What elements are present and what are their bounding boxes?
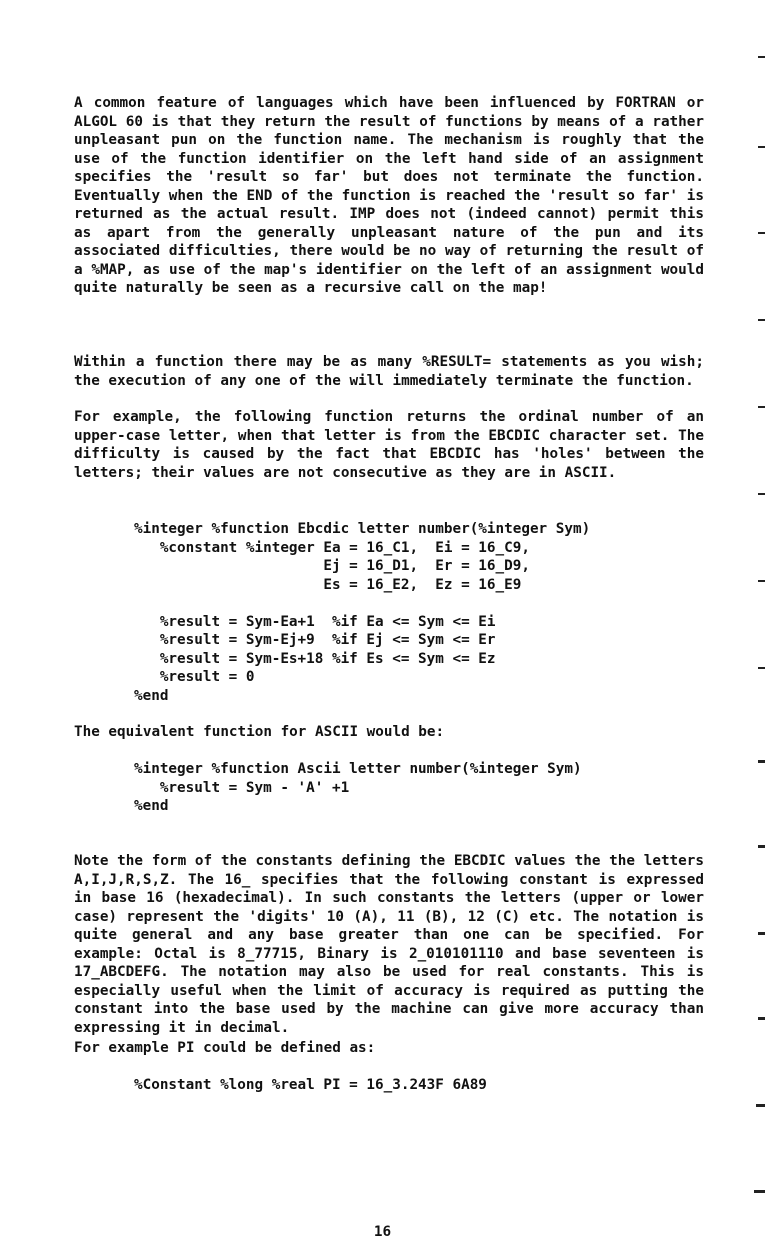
scan-edge-mark	[758, 845, 765, 848]
scan-edge-mark	[758, 667, 765, 669]
paragraph-ebcdic-example-intro: For example, the following function returns the ordinal number of an upper-case letter, when that letter is from the EBCDIC character set. The difficulty is caused by the fact that EBCDIC has 'holes' between the letters; their values are not consecutive as they are in ASCII.	[74, 409, 704, 481]
scan-edge-mark	[758, 760, 765, 763]
page-number: 16	[373, 1224, 392, 1240]
scan-edge-mark	[758, 232, 765, 234]
scan-edge-mark	[758, 1017, 765, 1020]
paragraph-function-results-pun: A common feature of languages which have been influenced by FORTRAN or ALGOL 60 is that they return the result of functions by means of a rather unpleasant pun on the function name. The mechanism is roughly that the use of the function identifier on the left hand side of an assignment specifies the 'result so far' but does not terminate the function. Eventually when the END of the function is reached the 'result so far' is returned as the actual result. IMP does not (indeed cannot) permit this as apart from the generally unpleasant nature of the pun and its associated difficulties, there would be no way of returning the result of a %MAP, as use of the map's identifier on the left of an assignment would quite naturally be seen as a recursive call on the map!	[74, 95, 704, 296]
scan-edge-mark	[756, 1104, 765, 1107]
code-ebcdic-letter-number: %integer %function Ebcdic letter number(%integer Sym) %constant %integer Ea = 16_C1, Ei = 16_C9, Ej = 16_D1, Er = 16_D9, Es = 16_E2, Ez = 16_E9 %result = Sym-Ea+1 %if Ea <= Sym <= Ei %result = Sym-Ej+9 %if Ej <= Sym <= Er %result = Sym-Es+18 %if Es <= Sym <= Ez %result = 0 %end	[134, 521, 591, 704]
paragraph-result-statements: Within a function there may be as many %RESULT= statements as you wish; the execution of any one of the will immediately terminate the function.	[74, 354, 704, 389]
scan-edge-mark	[758, 493, 765, 495]
scan-edge-mark	[758, 146, 765, 148]
scan-edge-mark	[758, 932, 765, 935]
paragraph-ascii-equivalent: The equivalent function for ASCII would be:	[74, 724, 445, 740]
paragraph-constant-notation: Note the form of the constants defining the EBCDIC values the the letters A,I,J,R,S,Z. The 16_ specifies that the following constant is expressed in base 16 (hexadecimal). In such constants the letters (upper or lower case) represent the 'digits' 10 (A), 11 (B), 12 (C) etc. The notation is quite general and any base greater than one can be specified. For example: Octal is 8_77715, Binary is 2_010101110 and base seventeen is 17_ABCDEFG. The notation may also be used for real constants. This is especially useful when the limit of accuracy is required as putting the constant into the base used by the machine can give more accuracy than expressing it in decimal.	[74, 853, 704, 1036]
scan-edge-mark	[754, 1190, 765, 1193]
scan-edge-mark	[758, 319, 765, 321]
code-ascii-letter-number: %integer %function Ascii letter number(%integer Sym) %result = Sym - 'A' +1 %end	[134, 761, 582, 814]
scan-edge-mark	[758, 56, 765, 58]
paragraph-pi-example: For example PI could be defined as:	[74, 1040, 376, 1056]
code-pi-constant: %Constant %long %real PI = 16_3.243F 6A89	[134, 1077, 487, 1093]
scan-edge-mark	[758, 406, 765, 408]
scan-edge-mark	[758, 580, 765, 582]
